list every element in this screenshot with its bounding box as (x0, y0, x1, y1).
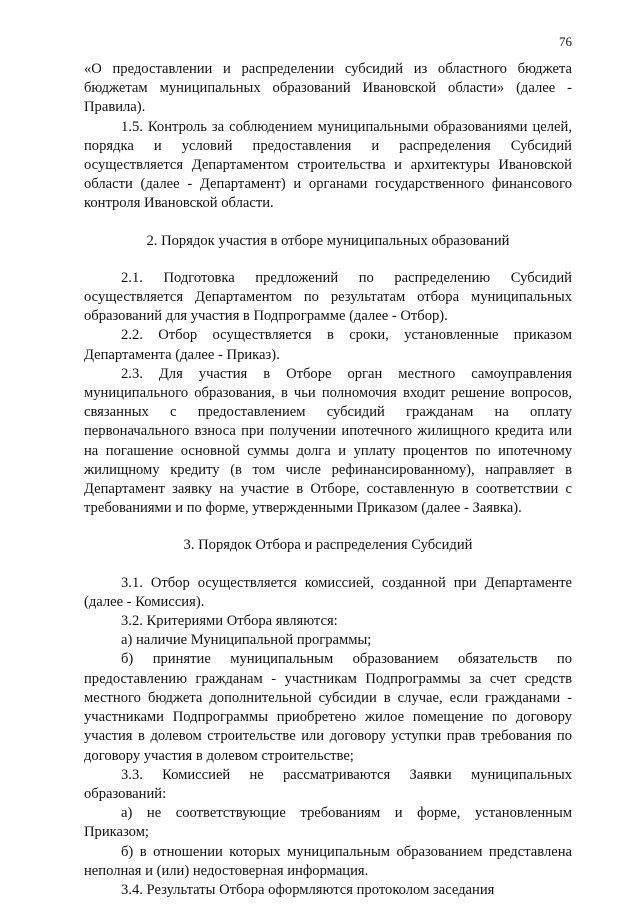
paragraph-3-4: 3.4. Результаты Отбора оформляются протоколом заседания (121, 881, 495, 898)
paragraph-2-1: 2.1. Подготовка предложений по распределению Субсидий осуществляется Департаментом по результатам отбора муниципальных образований для участия в Подпрограмме (далее - Отбор). (84, 269, 572, 325)
paragraph-3-2-a: а) наличие Муниципальной программы; (121, 632, 372, 649)
paragraph-2-3: 2.3. Для участия в Отборе орган местного самоуправления муниципального образования, в чьи полномочия входит решение вопросов, связанных с предоставлением субсидий гражданам на оплату первоначального взноса при получении ипотечного жилищного кредита или на погашение основной суммы долга и уплату процентов по ипотечному жилищному кредиту (в том числе рефинансированному), направляет в Департамент заявку на участие в Отборе, составленную в соответствии с требованиями и по форме, утвержденными Приказом (далее - Заявка). (84, 365, 572, 517)
paragraph-rules-reference: «О предоставлении и распределении субсидий из областного бюджета бюджетам муниципальных образований Ивановской области» (далее - Правила). (84, 61, 572, 116)
paragraph-3-2-b: б) принятие муниципальным образованием обязательств по предоставлению гражданам - участникам Подпрограммы за счет средств местного бюджета дополнительной субсидии в случае, если гражданами - участниками Подпрограммы приобретено жилое помещение по договору участия в долевом строительстве или договору уступки прав требования по договору участия в долевом строительстве; (84, 651, 572, 764)
paragraph-3-3: 3.3. Комиссией не рассматриваются Заявки муниципальных образований: (84, 766, 572, 802)
page-number: 76 (559, 34, 572, 49)
paragraph-3-3-b: б) в отношении которых муниципальным образованием представлена неполная и (или) недостоверная информация. (84, 843, 572, 879)
paragraph-1-5: 1.5. Контроль за соблюдением муниципальными образованиями целей, порядка и условий предоставления и распределения Субсидий осуществляется Департаментом строительства и архитектуры Ивановской области (далее - Департамент) и органами государственного финансового контроля Ивановской области. (84, 118, 572, 212)
section-heading-2: 2. Порядок участия в отборе муниципальных образований (146, 232, 510, 249)
paragraph-3-1: 3.1. Отбор осуществляется комиссией, созданной при Департаменте (далее - Комиссия). (84, 574, 572, 610)
section-heading-3: 3. Порядок Отбора и распределения Субсидий (183, 537, 473, 554)
paragraph-3-3-a: а) не соответствующие требованиям и форме, установленным Приказом; (84, 805, 572, 841)
paragraph-3-2: 3.2. Критериями Отбора являются: (121, 613, 338, 630)
paragraph-2-2: 2.2. Отбор осуществляется в сроки, установленные приказом Департамента (далее - Приказ). (84, 327, 572, 363)
document-body (84, 60, 572, 900)
